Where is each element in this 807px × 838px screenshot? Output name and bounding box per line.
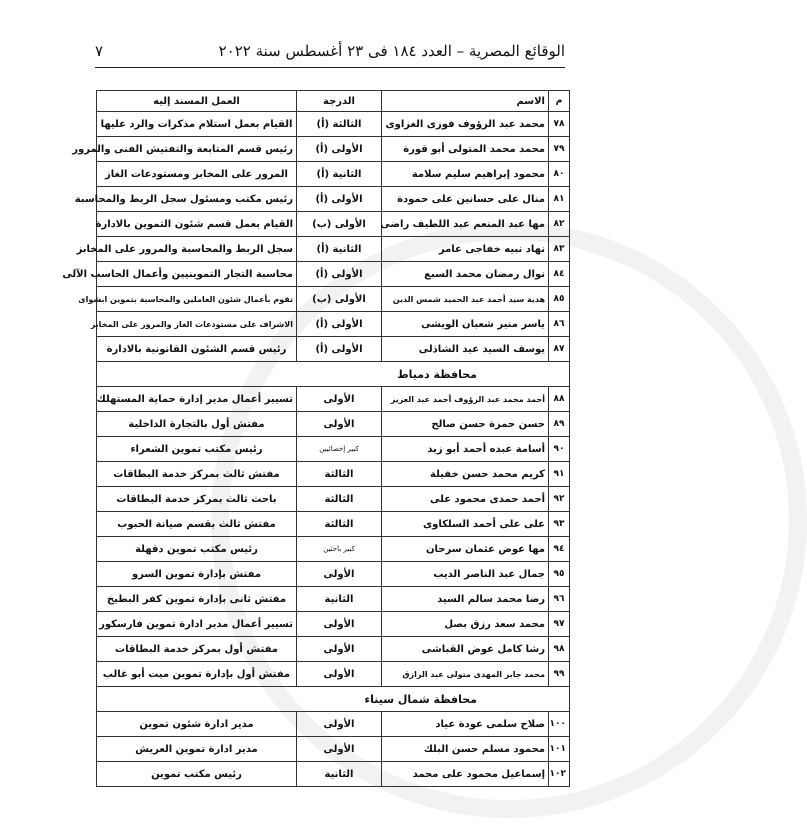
row-job: سجل الربط والمحاسبة والمرور على المخابز bbox=[97, 237, 297, 262]
row-grade: الثالثة bbox=[297, 487, 382, 512]
section-title: محافظة شمال سيناء bbox=[97, 687, 570, 712]
table-row bbox=[97, 412, 570, 437]
row-job: رئيس مكتب تموين bbox=[97, 762, 297, 787]
row-job: رئيس قسم المتابعة والتفتيش الفنى والمرور bbox=[97, 137, 297, 162]
row-job: مفتش ثالث بقسم صيانة الحبوب bbox=[97, 512, 297, 537]
row-name: محمد جابر المهدى متولى عبد الرازق bbox=[382, 662, 549, 687]
row-number: ٨٨ bbox=[549, 387, 570, 412]
row-number: ٩٣ bbox=[549, 512, 570, 537]
row-grade: كبير باحثين bbox=[297, 537, 382, 562]
row-name: محمود إبراهيم سليم سلامة bbox=[382, 162, 549, 187]
row-name: نوال رمضان محمد السبع bbox=[382, 262, 549, 287]
row-name: مها عبد المنعم عبد اللطيف راضى bbox=[382, 212, 549, 237]
row-name: نهاد نبيه خفاجى عامر bbox=[382, 237, 549, 262]
table-row bbox=[97, 312, 570, 337]
table-row bbox=[97, 487, 570, 512]
table-row bbox=[97, 387, 570, 412]
row-number: ٩٤ bbox=[549, 537, 570, 562]
row-job: مفتش بإدارة تموين السرو bbox=[97, 562, 297, 587]
row-job: مفتش ثالث بمركز خدمة البطاقات bbox=[97, 462, 297, 487]
row-grade: الأولى bbox=[297, 737, 382, 762]
row-job: مدير ادارة شئون تموين bbox=[97, 712, 297, 737]
row-grade: الأولى bbox=[297, 562, 382, 587]
row-grade: الأولى bbox=[297, 612, 382, 637]
table-row bbox=[97, 712, 570, 737]
row-number: ٨٧ bbox=[549, 337, 570, 362]
row-name: مها عوض عثمان سرحان bbox=[382, 537, 549, 562]
table-row bbox=[97, 762, 570, 787]
row-name: أسامة عبده أحمد أبو زيد bbox=[382, 437, 549, 462]
row-job: تقوم بأعمال شئون العاملين والمحاسبة بتموين ابشواى bbox=[97, 287, 297, 312]
row-name: أحمد محمد عبد الرؤوف أحمد عبد العزيز bbox=[382, 387, 549, 412]
table-row bbox=[97, 212, 570, 237]
row-name: كريم محمد حسن خفيلة bbox=[382, 462, 549, 487]
row-name: ياسر منير شعبان الويشى bbox=[382, 312, 549, 337]
row-number: ٩١ bbox=[549, 462, 570, 487]
row-grade: الأولى bbox=[297, 662, 382, 687]
row-grade: الثالثة bbox=[297, 462, 382, 487]
table-header-row bbox=[97, 91, 570, 112]
header-rule bbox=[95, 67, 565, 68]
col-job: العمل المسند إليه bbox=[97, 91, 297, 112]
row-number: ٨٣ bbox=[549, 237, 570, 262]
row-number: ٧٩ bbox=[549, 137, 570, 162]
row-number: ١٠٢ bbox=[549, 762, 570, 787]
page-number: ٧ bbox=[95, 42, 104, 60]
table-row bbox=[97, 662, 570, 687]
row-grade: الأولى (ب) bbox=[297, 212, 382, 237]
row-grade: الأولى (أ) bbox=[297, 187, 382, 212]
row-job: رئيس مكتب ومسئول سجل الربط والمحاسبة bbox=[97, 187, 297, 212]
row-name: منال على حسانين على حمودة bbox=[382, 187, 549, 212]
row-grade: الثانية bbox=[297, 762, 382, 787]
row-grade: كبير إخصائيين bbox=[297, 437, 382, 462]
row-grade: الأولى (أ) bbox=[297, 312, 382, 337]
row-number: ٩٢ bbox=[549, 487, 570, 512]
row-job: مدير ادارة تموين العريش bbox=[97, 737, 297, 762]
col-grade: الدرجة bbox=[297, 91, 382, 112]
section-row bbox=[97, 362, 570, 387]
table-row bbox=[97, 462, 570, 487]
row-grade: الأولى bbox=[297, 637, 382, 662]
row-name: يوسف السيد عيد الشاذلى bbox=[382, 337, 549, 362]
row-grade: الثانية (أ) bbox=[297, 162, 382, 187]
row-grade: الأولى (أ) bbox=[297, 137, 382, 162]
row-name: محمود مسلم حسن البلك bbox=[382, 737, 549, 762]
row-job: القيام بعمل استلام مذكرات والرد عليها bbox=[97, 112, 297, 137]
row-job: رئيس مكتب تموين الشعراء bbox=[97, 437, 297, 462]
row-job: مفتش ثانى بإدارة تموين كفر البطيخ bbox=[97, 587, 297, 612]
table-row bbox=[97, 187, 570, 212]
col-m: م bbox=[549, 91, 570, 112]
table-row bbox=[97, 512, 570, 537]
table-row bbox=[97, 237, 570, 262]
table-row bbox=[97, 637, 570, 662]
row-number: ٩٠ bbox=[549, 437, 570, 462]
table-row bbox=[97, 437, 570, 462]
row-grade: الثانية (أ) bbox=[297, 237, 382, 262]
row-number: ٧٨ bbox=[549, 112, 570, 137]
row-job: مفتش أول بإدارة تموين ميت أبو غالب bbox=[97, 662, 297, 687]
row-number: ٩٦ bbox=[549, 587, 570, 612]
row-grade: الأولى bbox=[297, 712, 382, 737]
row-number: ٩٧ bbox=[549, 612, 570, 637]
row-number: ٨٥ bbox=[549, 287, 570, 312]
row-number: ٩٥ bbox=[549, 562, 570, 587]
row-job: القيام بعمل قسم شئون التموين بالادارة bbox=[97, 212, 297, 237]
row-number: ٨١ bbox=[549, 187, 570, 212]
row-name: على على أحمد السلكاوى bbox=[382, 512, 549, 537]
row-job: باحث ثالث بمركز خدمة البطاقات bbox=[97, 487, 297, 512]
table-row bbox=[97, 562, 570, 587]
row-job: رئيس مكتب تموين دقهلة bbox=[97, 537, 297, 562]
row-name: رشا كامل عوض القباشى bbox=[382, 637, 549, 662]
row-name: إسماعيل محمود على محمد bbox=[382, 762, 549, 787]
row-name: هدية سيد أحمد عبد الحميد شمس الدين bbox=[382, 287, 549, 312]
row-number: ٨٤ bbox=[549, 262, 570, 287]
page-title: الوقائع المصرية – العدد ١٨٤ فى ٢٣ أغسطس سنة ٢٠٢٢ bbox=[218, 42, 565, 60]
section-row bbox=[97, 687, 570, 712]
row-job: تسيير أعمال مدير إدارة حماية المستهلك bbox=[97, 387, 297, 412]
section-title: محافظة دمياط bbox=[97, 362, 570, 387]
row-number: ٨٠ bbox=[549, 162, 570, 187]
row-grade: الأولى bbox=[297, 387, 382, 412]
row-grade: الثالثة (أ) bbox=[297, 112, 382, 137]
table-row bbox=[97, 587, 570, 612]
row-job: المرور على المخابز ومستودعات الغاز bbox=[97, 162, 297, 187]
row-number: ٩٩ bbox=[549, 662, 570, 687]
row-number: ٩٨ bbox=[549, 637, 570, 662]
row-grade: الثانية bbox=[297, 587, 382, 612]
row-grade: الثالثة bbox=[297, 512, 382, 537]
table-row bbox=[97, 287, 570, 312]
table-row bbox=[97, 337, 570, 362]
table-row bbox=[97, 162, 570, 187]
row-name: رضا محمد سالم السيد bbox=[382, 587, 549, 612]
row-name: محمد سعد رزق بصل bbox=[382, 612, 549, 637]
row-grade: الأولى bbox=[297, 412, 382, 437]
row-number: ٨٩ bbox=[549, 412, 570, 437]
table-row bbox=[97, 612, 570, 637]
row-name: محمد محمد المتولى أبو قورة bbox=[382, 137, 549, 162]
table-row bbox=[97, 737, 570, 762]
row-job: مفتش أول بالتجارة الداخلية bbox=[97, 412, 297, 437]
row-grade: الأولى (أ) bbox=[297, 262, 382, 287]
row-name: محمد عبد الرؤوف فوزى الغزاوى bbox=[382, 112, 549, 137]
row-number: ١٠٠ bbox=[549, 712, 570, 737]
row-name: حسن حمزة حسن صالح bbox=[382, 412, 549, 437]
assignments-table bbox=[62, 90, 570, 787]
row-number: ١٠١ bbox=[549, 737, 570, 762]
row-number: ٨٢ bbox=[549, 212, 570, 237]
table-row bbox=[97, 112, 570, 137]
page-header bbox=[95, 40, 565, 68]
row-grade: الأولى (أ) bbox=[297, 337, 382, 362]
row-grade: الأولى (ب) bbox=[297, 287, 382, 312]
row-job: رئيس قسم الشئون القانونية بالادارة bbox=[97, 337, 297, 362]
row-number: ٨٦ bbox=[549, 312, 570, 337]
row-name: صلاح سلمى عودة عياد bbox=[382, 712, 549, 737]
row-name: أحمد حمدى محمود على bbox=[382, 487, 549, 512]
row-job: تسيير أعمال مدير ادارة تموين فارسكور bbox=[97, 612, 297, 637]
row-job: مفتش أول بمركز خدمة البطاقات bbox=[97, 637, 297, 662]
row-name: جمال عبد الناصر الديب bbox=[382, 562, 549, 587]
row-job: محاسبة التجار التموينيين وأعمال الحاسب الآلى bbox=[97, 262, 297, 287]
row-job: الاشراف على مستودعات الغاز والمرور على المخابز bbox=[97, 312, 297, 337]
table-row bbox=[97, 537, 570, 562]
col-name: الاسم bbox=[382, 91, 549, 112]
table-row bbox=[97, 137, 570, 162]
table-row bbox=[97, 262, 570, 287]
